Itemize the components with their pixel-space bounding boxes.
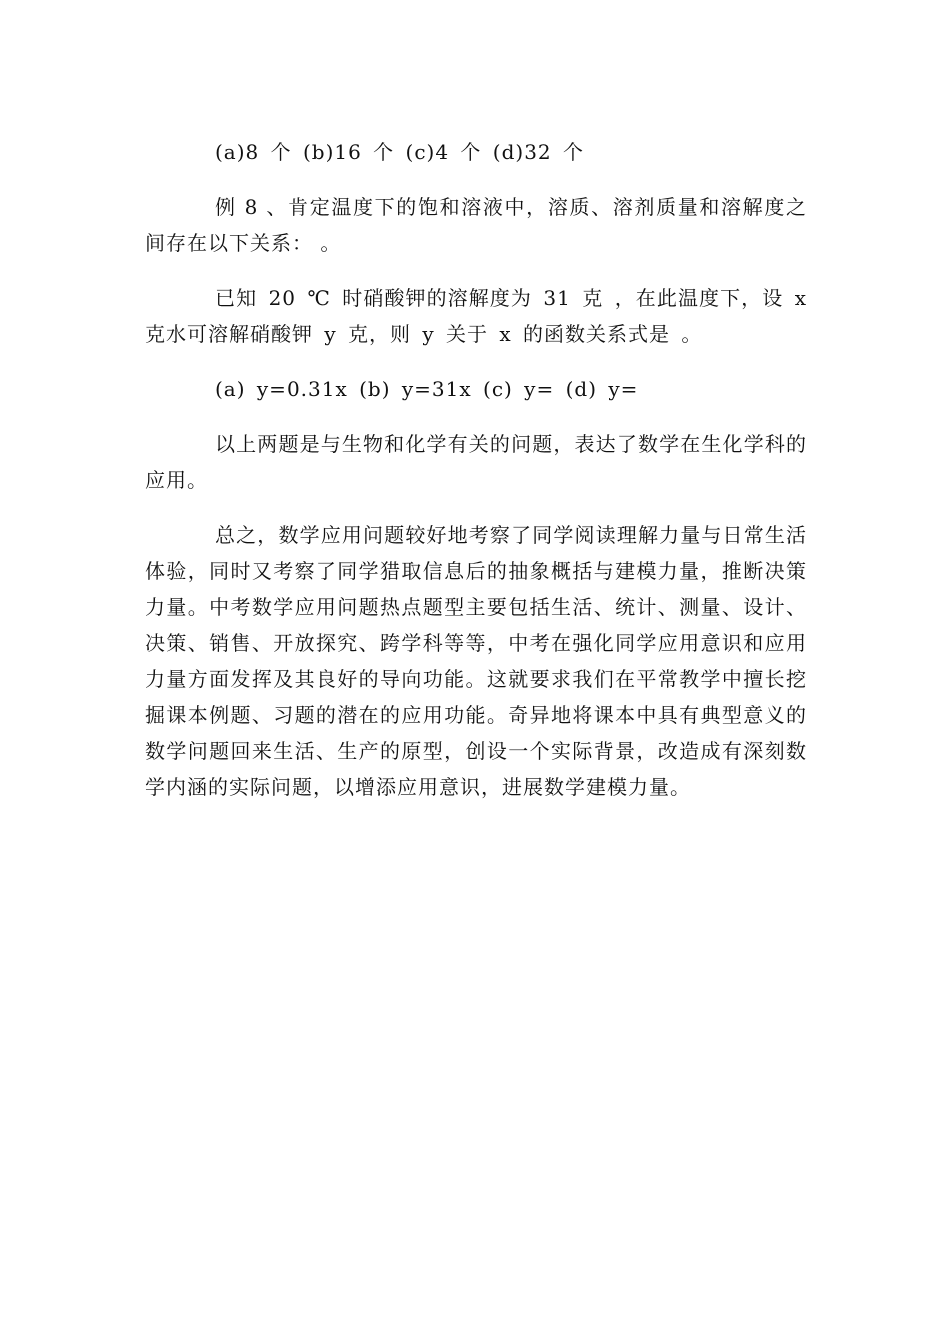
summary-paragraph: 以上两题是与生物和化学有关的问题，表达了数学在生化学科的应用。: [145, 432, 807, 492]
conclusion-paragraph: 总之，数学应用问题较好地考察了同学阅读理解力量与日常生活体验，同时又考察了同学猎取信息后的抽象概括与建模力量，推断决策力量。中考数学应用问题热点题型主要包括生活、统计、测量、设计、决策、销售、开放探究、跨学科等等，中考在强化同学应用意识和应用力量方面发挥及其良好的导向功能。这就要求我们在平常教学中擅长挖掘课本例题、习题的潜在的应用功能。奇异地将课本中具有典型意义的数学问题回来生活、生产的原型，创设一个实际背景，改造成有深刻数学内涵的实际问题，以增添应用意识，进展数学建模力量。: [145, 523, 807, 799]
document-body: [145, 134, 807, 824]
answer-options-example-8: (a) y=0.31x (b) y=31x (c) y= (d) y=: [215, 377, 639, 401]
answer-options-example-7: (a)8 个 (b)16 个 (c)4 个 (d)32 个: [215, 140, 585, 164]
example-8-statement: 例 8 、肯定温度下的饱和溶液中，溶质、溶剂质量和溶解度之间存在以下关系： 。: [145, 195, 807, 255]
example-8-question: 已知 20 ℃ 时硝酸钾的溶解度为 31 克 ，在此温度下，设 x 克水可溶解硝酸钾 y 克，则 y 关于 x 的函数关系式是 。: [145, 286, 807, 346]
